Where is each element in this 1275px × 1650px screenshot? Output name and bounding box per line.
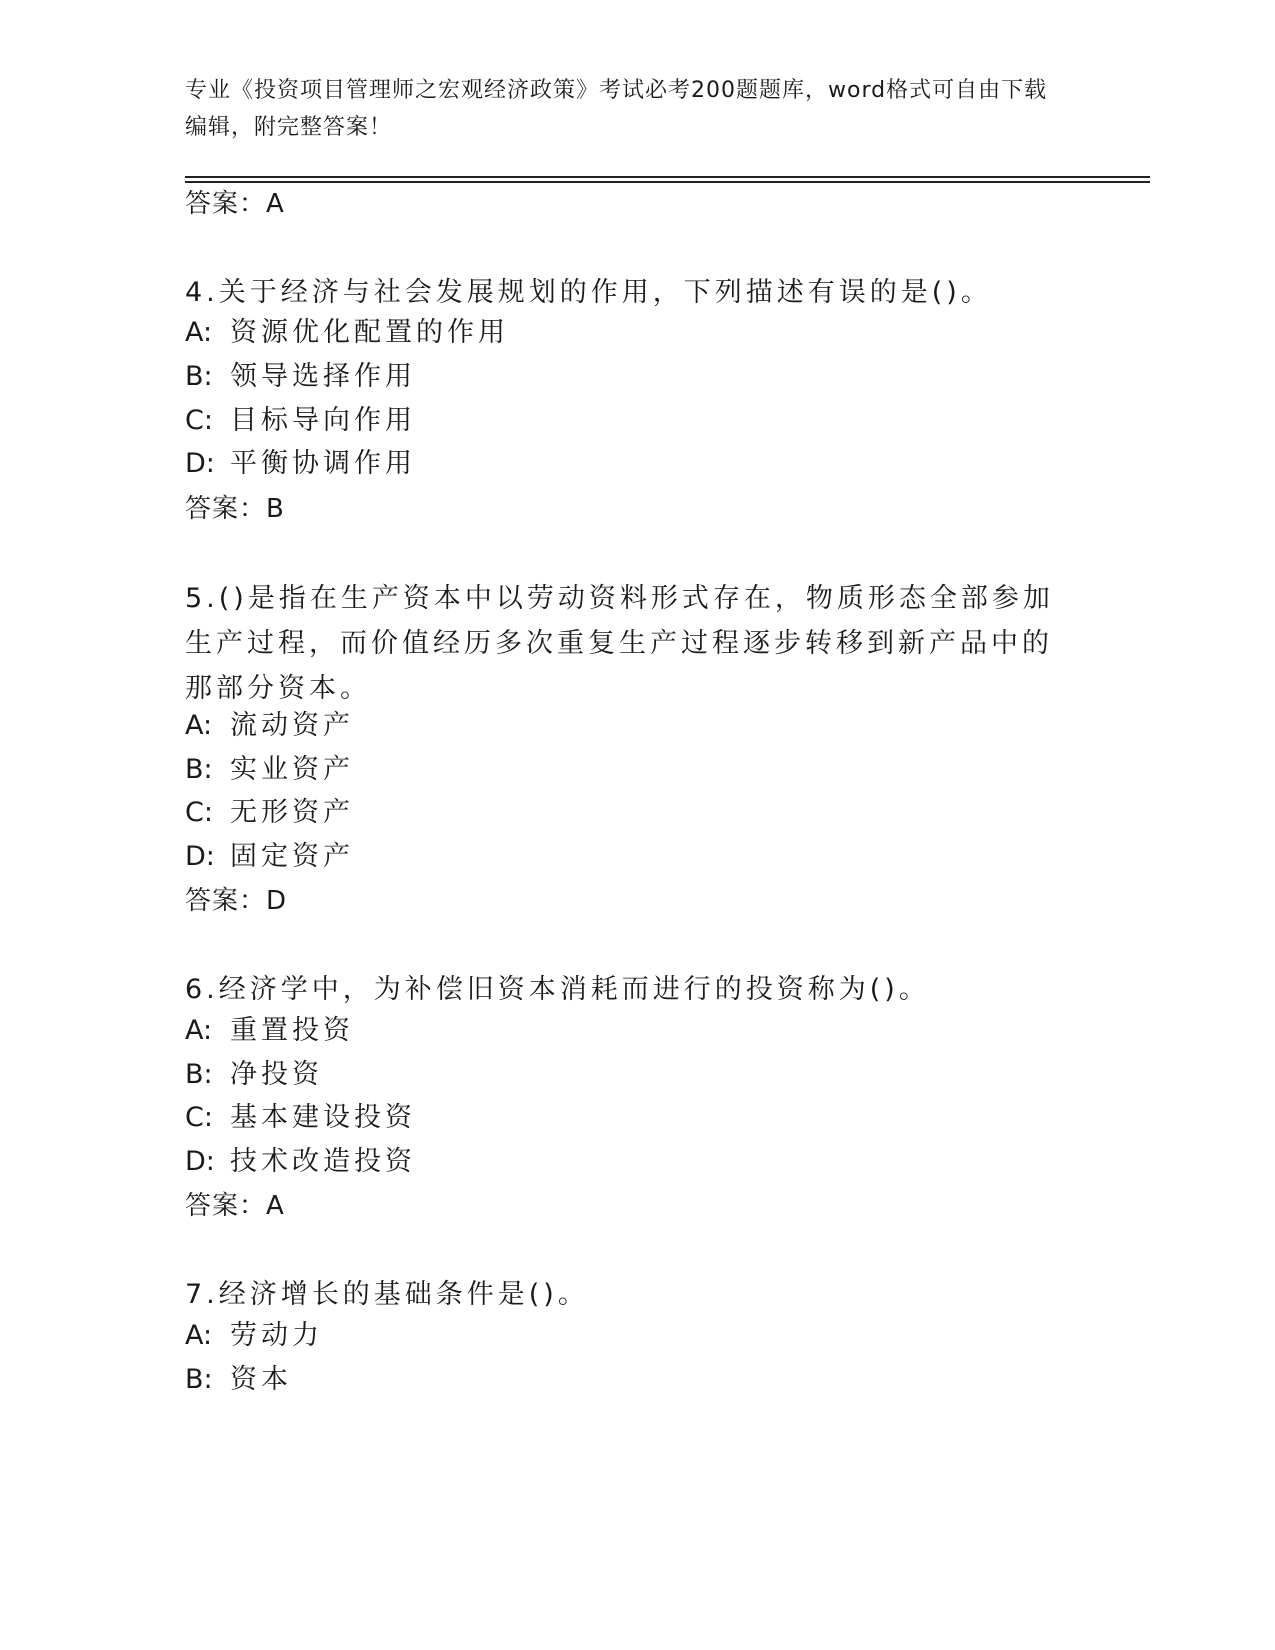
document-header: 专业《投资项目管理师之宏观经济政策》考试必考200题题库，word格式可自由下载编辑，附完整答案！ — [185, 78, 1048, 140]
option-text: 平衡协调作用 — [230, 448, 416, 479]
option-letter: D: — [185, 448, 215, 479]
q6-option-d — [185, 1145, 416, 1179]
option-text: 净投资 — [230, 1059, 323, 1090]
option-letter: C: — [185, 405, 213, 436]
option-letter: D: — [185, 841, 215, 872]
question-4: 4.关于经济与社会发展规划的作用，下列描述有误的是()。 — [185, 277, 992, 308]
q6-option-c — [185, 1101, 416, 1135]
q5-option-a — [185, 709, 354, 743]
header-divider-top — [185, 176, 1150, 178]
answer-q4: 答案：B — [185, 494, 285, 524]
option-text: 目标导向作用 — [230, 405, 416, 436]
option-letter: A: — [185, 710, 213, 741]
q4-option-a — [185, 316, 509, 350]
option-letter: A: — [185, 1320, 213, 1351]
option-letter: B: — [185, 1364, 213, 1395]
option-letter: C: — [185, 1102, 213, 1133]
option-text: 资源优化配置的作用 — [230, 317, 509, 348]
option-letter: A: — [185, 1015, 213, 1046]
q4-option-d — [185, 447, 416, 481]
option-letter: A: — [185, 317, 213, 348]
question-7: 7.经济增长的基础条件是()。 — [185, 1279, 589, 1310]
q5-option-b — [185, 753, 354, 787]
option-letter: B: — [185, 361, 213, 392]
option-text: 领导选择作用 — [230, 361, 416, 392]
option-text: 实业资产 — [230, 754, 354, 785]
answer-q5: 答案：D — [185, 886, 288, 916]
q6-option-b — [185, 1058, 323, 1092]
q7-option-a — [185, 1319, 323, 1353]
option-text: 流动资产 — [230, 710, 354, 741]
option-letter: B: — [185, 1059, 213, 1090]
option-letter: B: — [185, 754, 213, 785]
option-text: 资本 — [230, 1364, 292, 1395]
q4-option-c — [185, 404, 416, 438]
option-text: 重置投资 — [230, 1015, 354, 1046]
answer-q6: 答案：A — [185, 1191, 285, 1221]
q7-option-b — [185, 1363, 292, 1397]
q5-option-c — [185, 796, 354, 830]
option-text: 固定资产 — [230, 841, 354, 872]
question-5: 5.()是指在生产资本中以劳动资料形式存在，物质形态全部参加生产过程，而价值经历多次重复生产过程逐步转移到新产品中的那部分资本。 — [185, 583, 1054, 704]
q6-option-a — [185, 1014, 354, 1048]
option-letter: D: — [185, 1146, 215, 1177]
option-letter: C: — [185, 797, 213, 828]
option-text: 基本建设投资 — [230, 1102, 416, 1133]
option-text: 无形资产 — [230, 797, 354, 828]
option-text: 技术改造投资 — [230, 1146, 416, 1177]
header-divider-bottom — [185, 181, 1150, 183]
q5-option-d — [185, 840, 354, 874]
option-text: 劳动力 — [230, 1320, 323, 1351]
answer-q3: 答案：A — [185, 189, 285, 219]
question-6: 6.经济学中，为补偿旧资本消耗而进行的投资称为()。 — [185, 974, 930, 1005]
q4-option-b — [185, 360, 416, 394]
